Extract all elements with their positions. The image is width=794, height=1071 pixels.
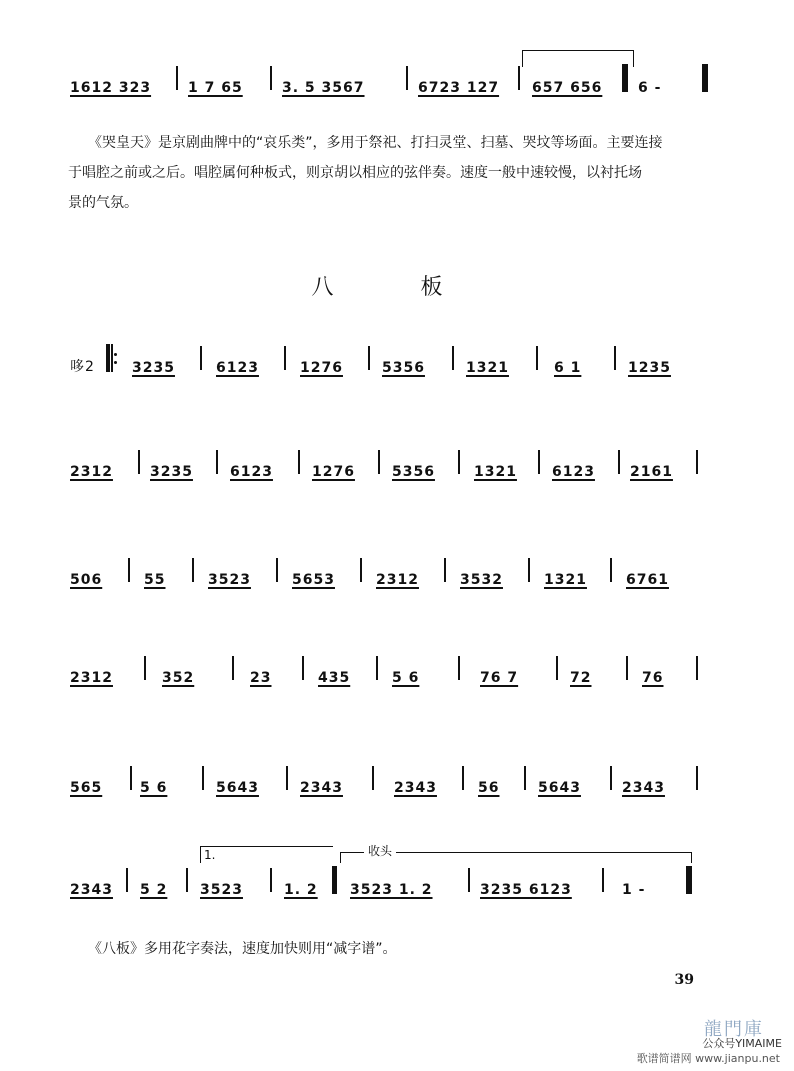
measure: 23: [250, 670, 272, 686]
measure: 6 -: [638, 80, 662, 96]
barline: [610, 558, 612, 582]
final-barline: [702, 64, 708, 92]
watermark-text: 歌谱简谱网 www.jianpu.net: [636, 1052, 780, 1065]
measure: 2343: [394, 780, 437, 796]
measure: 1. 2: [284, 882, 318, 898]
barline: [696, 450, 698, 474]
barline: [444, 558, 446, 582]
measure: 2161: [630, 464, 673, 480]
barline: [462, 766, 464, 790]
notation-row-4: [70, 652, 710, 686]
lead-in: 哆2: [70, 359, 95, 375]
measure: 3235 6123: [480, 882, 572, 898]
measure: 435: [318, 670, 351, 686]
measure: 1 -: [622, 882, 646, 898]
measure: 1321: [466, 360, 509, 376]
description-line: 于唱腔之前或之后。唱腔属何种板式，则京胡以相应的弦伴奏。速度一般中速较慢，以衬托场: [68, 165, 642, 181]
measure: 3235: [132, 360, 175, 376]
measure: 5643: [538, 780, 581, 796]
notation-row-1: [70, 342, 710, 376]
measure: 2343: [622, 780, 665, 796]
measure: 1321: [474, 464, 517, 480]
barline: [130, 766, 132, 790]
barline: [216, 450, 218, 474]
measure: 6723 127: [418, 80, 500, 96]
measure: 3532: [460, 572, 503, 588]
watermark-text: 公众号YIMAIME: [702, 1037, 782, 1050]
measure: 76 7: [480, 670, 519, 686]
notation-row-top: [70, 62, 710, 96]
barline: [458, 656, 460, 680]
barline: [128, 558, 130, 582]
barline: [202, 766, 204, 790]
measure: 2312: [70, 464, 113, 480]
measure: 5653: [292, 572, 335, 588]
measure: 6123: [230, 464, 273, 480]
measure: 56: [478, 780, 500, 796]
barline: [626, 656, 628, 680]
barline: [602, 868, 604, 892]
barline: [458, 450, 460, 474]
first-ending-label: 1.: [204, 848, 216, 862]
measure: 5 6: [140, 780, 168, 796]
barline: [378, 450, 380, 474]
measure: 1 7 65: [188, 80, 243, 96]
measure: 6 1: [554, 360, 582, 376]
measure: 565: [70, 780, 103, 796]
description-line: 《哭皇天》是京剧曲牌中的“哀乐类”，多用于祭祀、打扫灵堂、扫墓、哭坟等场面。主要连接: [88, 135, 663, 151]
volta-bracket: [522, 50, 634, 67]
barline: [406, 66, 408, 90]
barline: [538, 450, 540, 474]
barline: [610, 766, 612, 790]
measure: 506: [70, 572, 103, 588]
measure: 6123: [552, 464, 595, 480]
measure: 55: [144, 572, 166, 588]
barline: [302, 656, 304, 680]
page-number: 39: [674, 972, 694, 988]
barline: [524, 766, 526, 790]
barline: [176, 66, 178, 90]
measure: 352: [162, 670, 195, 686]
measure: 72: [570, 670, 592, 686]
section-title: 八 板: [311, 275, 483, 300]
barline: [286, 766, 288, 790]
measure: 6761: [626, 572, 669, 588]
measure: 3. 5 3567: [282, 80, 365, 96]
notation-row-2: [70, 446, 710, 480]
measure: 5356: [382, 360, 425, 376]
measure: 5 2: [140, 882, 168, 898]
barline: [614, 346, 616, 370]
measure: 5643: [216, 780, 259, 796]
barline: [556, 656, 558, 680]
measure: 1276: [312, 464, 355, 480]
measure: 1321: [544, 572, 587, 588]
barline: [192, 558, 194, 582]
barline: [284, 346, 286, 370]
barline: [270, 868, 272, 892]
measure: 3523: [200, 882, 243, 898]
measure: 3235: [150, 464, 193, 480]
barline: [368, 346, 370, 370]
barline: [696, 656, 698, 680]
barline: [376, 656, 378, 680]
barline: [270, 66, 272, 90]
barline: [618, 450, 620, 474]
double-barline: [622, 64, 628, 92]
barline: [126, 868, 128, 892]
watermark-logo: 龍門庫: [704, 1019, 764, 1040]
barline: [372, 766, 374, 790]
barline: [144, 656, 146, 680]
notation-row-3: [70, 554, 710, 588]
barline: [360, 558, 362, 582]
repeat-start: [106, 344, 116, 372]
description-paragraph: [68, 128, 728, 218]
coda-label: 收头: [364, 842, 396, 859]
first-ending-bracket: [200, 846, 333, 863]
measure: 2343: [300, 780, 343, 796]
barline: [276, 558, 278, 582]
measure: 2312: [70, 670, 113, 686]
measure: 2343: [70, 882, 113, 898]
repeat-end-barline: [332, 866, 337, 894]
final-barline: [686, 866, 692, 894]
footnote-paragraph: 《八板》多用花字奏法，速度加快则用“减字谱”。: [88, 941, 397, 957]
barline: [298, 450, 300, 474]
barline: [138, 450, 140, 474]
measure: 1235: [628, 360, 671, 376]
notation-row-6: [70, 864, 710, 898]
barline: [518, 66, 520, 90]
measure: 657 656: [532, 80, 603, 96]
description-line: 景的气氛。: [68, 195, 138, 211]
measure: 5356: [392, 464, 435, 480]
notation-row-5: [70, 762, 710, 796]
barline: [186, 868, 188, 892]
measure: 6123: [216, 360, 259, 376]
measure: 76: [642, 670, 664, 686]
barline: [200, 346, 202, 370]
barline: [232, 656, 234, 680]
barline: [696, 766, 698, 790]
measure: 1612 323: [70, 80, 152, 96]
barline: [452, 346, 454, 370]
barline: [528, 558, 530, 582]
measure: 3523 1. 2: [350, 882, 433, 898]
measure: 1276: [300, 360, 343, 376]
measure: 2312: [376, 572, 419, 588]
measure: 3523: [208, 572, 251, 588]
measure: 5 6: [392, 670, 420, 686]
barline: [536, 346, 538, 370]
barline: [468, 868, 470, 892]
